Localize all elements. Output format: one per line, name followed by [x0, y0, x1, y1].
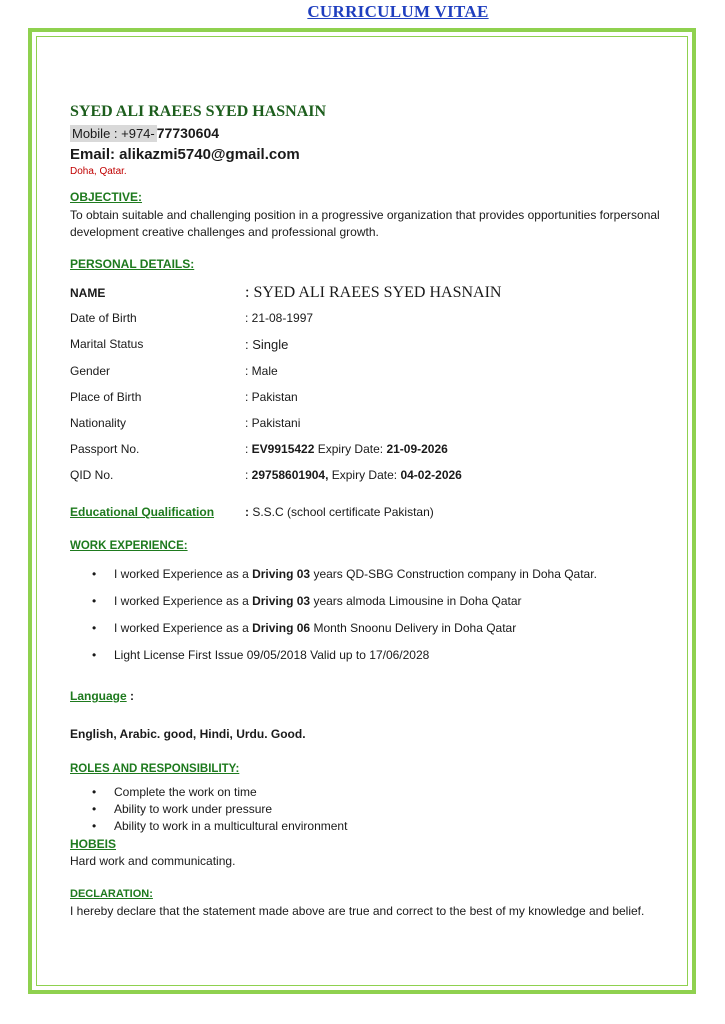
roles-heading: ROLES AND RESPONSIBILITY:	[70, 763, 240, 775]
declaration-text: I hereby declare that the statement made above are true and correct to the best of my knowledge and belief.	[70, 904, 645, 918]
detail-label: Date of Birth	[70, 311, 137, 325]
detail-label: Passport No.	[70, 442, 140, 456]
list-item: • Ability to work in a multicultural environment	[92, 819, 347, 836]
objective-text: To obtain suitable and challenging position in a progressive organization that provides opportunities forpersonal development creative challenges and professional growth.	[70, 208, 660, 239]
qid-number: 29758601904,	[251, 468, 329, 482]
list-item: • I worked Experience as a Driving 03 years QD-SBG Construction company in Doha Qatar.	[92, 567, 597, 594]
location: Doha, Qatar.	[70, 166, 127, 177]
work-experience-heading: WORK EXPERIENCE:	[70, 540, 188, 552]
email-line: Email: alikazmi5740@gmail.com	[70, 146, 300, 163]
list-item: • Ability to work under pressure	[92, 802, 347, 819]
detail-label: Nationality	[70, 416, 127, 430]
passport-number: EV9915422	[251, 442, 315, 456]
detail-label: QID No.	[70, 468, 114, 482]
education-heading: Educational Qualification	[70, 505, 215, 519]
personal-details-heading: PERSONAL DETAILS:	[70, 257, 195, 271]
detail-value: : Pakistan	[245, 390, 298, 404]
objective-heading: OBJECTIVE:	[70, 190, 143, 204]
detail-value: : 21-08-1997	[245, 311, 314, 325]
declaration-heading: DECLARATION:	[70, 888, 153, 900]
detail-value: : Male	[245, 364, 278, 378]
language-value: English, Arabic. good, Hindi, Urdu. Good.	[70, 727, 306, 741]
list-item: • Light License First Issue 09/05/2018 Valid up to 17/06/2028	[92, 648, 597, 675]
hobbies-text: Hard work and communicating.	[70, 854, 236, 868]
passport-expiry: 21-09-2026	[386, 442, 448, 456]
detail-value: : Single	[245, 337, 289, 352]
detail-value: : Pakistani	[245, 416, 301, 430]
list-item: • I worked Experience as a Driving 06 Month Snoonu Delivery in Doha Qatar	[92, 621, 597, 648]
work-experience-list	[92, 567, 597, 675]
list-item: • Complete the work on time	[92, 785, 347, 802]
mobile-number: 77730604	[156, 125, 220, 141]
mobile-line	[70, 125, 219, 141]
detail-label: NAME	[70, 286, 106, 300]
detail-value: : SYED ALI RAEES SYED HASNAIN	[245, 284, 502, 301]
detail-value: : 29758601904, Expiry Date: 04-02-2026	[245, 468, 462, 482]
education-value: : S.S.C (school certificate Pakistan)	[245, 505, 434, 519]
list-item: • I worked Experience as a Driving 03 years almoda Limousine in Doha Qatar	[92, 594, 597, 621]
mobile-prefix: Mobile : +974-	[72, 126, 155, 141]
hobbies-heading: HOBEIS	[70, 837, 117, 851]
detail-label: Gender	[70, 364, 111, 378]
detail-label: Marital Status	[70, 337, 144, 351]
detail-label: Place of Birth	[70, 390, 142, 404]
language-heading: Language :	[70, 689, 135, 703]
document-title: CURRICULUM VITAE	[307, 2, 489, 21]
roles-list	[92, 785, 347, 836]
header-name: SYED ALI RAEES SYED HASNAIN	[70, 103, 327, 120]
qid-expiry: 04-02-2026	[400, 468, 462, 482]
detail-value: : EV9915422 Expiry Date: 21-09-2026	[245, 442, 448, 456]
